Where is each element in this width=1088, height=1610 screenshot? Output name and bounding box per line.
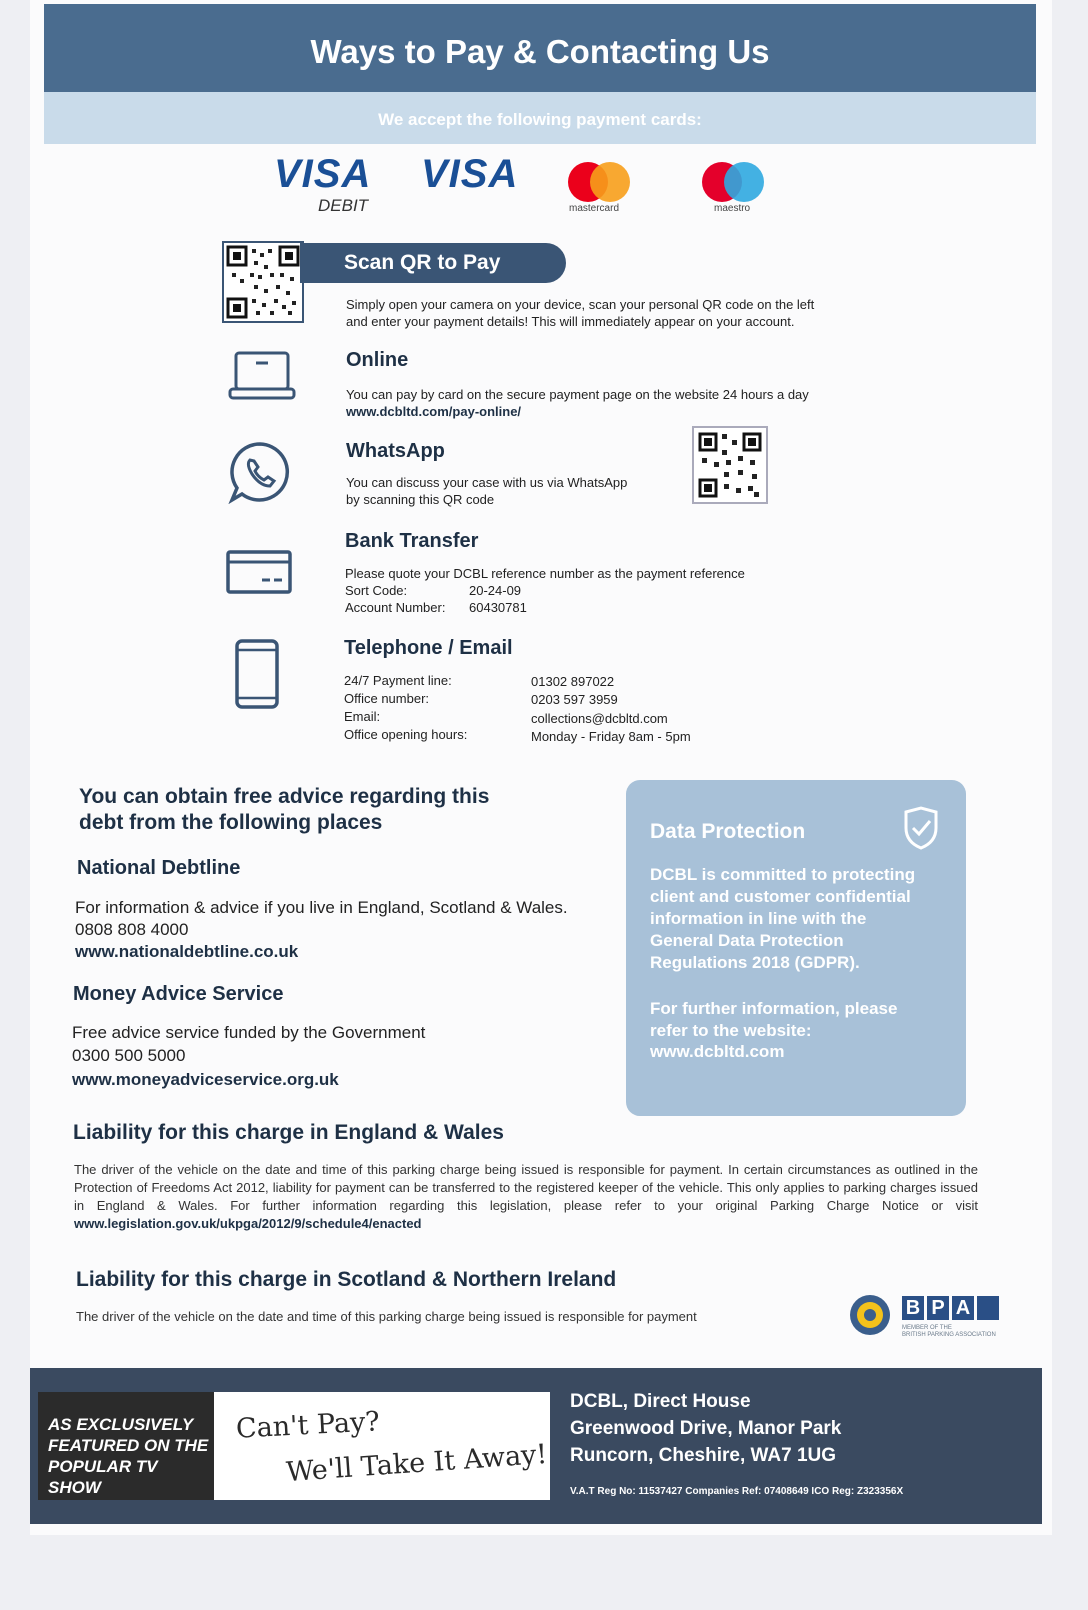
account-number-label: Account Number: xyxy=(345,600,446,615)
money-advice-phone[interactable]: 0300 500 5000 xyxy=(72,1046,186,1065)
national-debtline-desc: For information & advice if you live in England, Scotland & Wales. xyxy=(75,898,568,917)
national-debtline-title: National Debtline xyxy=(77,857,241,879)
approved-operator-seal-icon xyxy=(848,1293,892,1342)
tv-feature-badge xyxy=(38,1392,214,1500)
letter-page xyxy=(30,0,1052,1535)
bpa-caption xyxy=(902,1325,996,1339)
maestro-icon xyxy=(700,160,770,209)
whatsapp-icon xyxy=(228,440,292,509)
data-protection-box xyxy=(626,780,966,1116)
tv-line2: FEATURED ON THE xyxy=(48,1436,209,1455)
email-label: Email: xyxy=(344,709,381,724)
page-title: Ways to Pay & Contacting Us xyxy=(44,4,1036,92)
company-address xyxy=(570,1388,841,1469)
bpa-letter: P xyxy=(927,1296,949,1320)
whatsapp-line2: by scanning this QR code xyxy=(346,492,495,507)
online-link[interactable]: www.dcbltd.com/pay-online/ xyxy=(346,404,522,419)
tv-show-banner xyxy=(38,1392,550,1500)
bpa-stripes-icon xyxy=(977,1296,999,1320)
address-line2: Greenwood Drive, Manor Park xyxy=(570,1418,842,1439)
sort-code-value: 20-24-09 xyxy=(469,583,522,598)
sort-code-label: Sort Code: xyxy=(345,583,408,598)
legislation-link[interactable]: www.legislation.gov.uk/ukpga/2012/9/schedule4/enacted xyxy=(74,1216,422,1231)
phone-label: Office number: xyxy=(344,691,430,706)
telephone-title: Telephone / Email xyxy=(344,637,513,659)
payment-qr-code[interactable] xyxy=(222,241,304,323)
bpa-logo xyxy=(902,1296,999,1320)
phone-label: 24/7 Payment line: xyxy=(344,673,452,688)
qr-text-line1: Simply open your camera on your device, scan your personal QR code on the left xyxy=(346,297,815,312)
tv-line1: AS EXCLUSIVELY xyxy=(48,1415,194,1434)
scan-qr-title: Scan QR to Pay xyxy=(300,243,566,283)
address-line1: DCBL, Direct House xyxy=(570,1391,751,1412)
bank-card-icon xyxy=(226,548,292,601)
liability-england-title: Liability for this charge in England & Wales xyxy=(73,1121,504,1144)
money-advice-link[interactable]: www.moneyadviceservice.org.uk xyxy=(72,1070,339,1089)
bpa-letter: A xyxy=(952,1296,974,1320)
advice-heading xyxy=(79,784,489,836)
mastercard-label: mastercard xyxy=(569,203,620,214)
phone-icon xyxy=(234,638,280,715)
liability-england-body: The driver of the vehicle on the date and time of this parking charge being issued is responsible for payment. In certain circumstances as outlined in the Protection of Freedoms Act 2012, liability for payment can be transferred to the registered keeper of the vehicle. This only applies to parking charges issued in England & Wales. For further information regarding this legislation, please refer to your original Parking Charge Notice or visit xyxy=(74,1162,978,1213)
footer xyxy=(30,1368,1042,1524)
mastercard-icon xyxy=(566,160,636,209)
liability-scotland-title: Liability for this charge in Scotland & Northern Ireland xyxy=(76,1268,617,1291)
online-title: Online xyxy=(346,349,409,371)
bank-title: Bank Transfer xyxy=(345,530,479,552)
bpa-caption-line2: BRITISH PARKING ASSOCIATION xyxy=(902,1332,996,1338)
data-protection-further: For further information, please refer to the website: xyxy=(650,999,898,1040)
show-title-line1: Can't Pay? xyxy=(235,1406,381,1445)
address-line3: Runcorn, Cheshire, WA7 1UG xyxy=(570,1445,837,1466)
money-advice-title: Money Advice Service xyxy=(73,983,284,1005)
registration-numbers: V.A.T Reg No: 11537427 Companies Ref: 07408649 ICO Reg: Z323356X xyxy=(570,1486,904,1497)
account-number-value: 60430781 xyxy=(469,600,527,615)
advice-heading-line1: You can obtain free advice regarding this xyxy=(79,785,490,808)
visa-debit-logo: VISA xyxy=(274,152,372,196)
data-protection-link[interactable]: www.dcbltd.com xyxy=(650,1042,785,1061)
laptop-icon xyxy=(228,350,296,407)
phone-value[interactable]: 0203 597 3959 xyxy=(531,692,618,707)
data-protection-title: Data Protection xyxy=(650,820,806,843)
maestro-label: maestro xyxy=(714,203,751,214)
bpa-letter: B xyxy=(902,1296,924,1320)
whatsapp-line1: You can discuss your case with us via WhatsApp xyxy=(346,475,628,490)
cards-subtitle: We accept the following payment cards: xyxy=(44,92,1036,144)
national-debtline-link[interactable]: www.nationaldebtline.co.uk xyxy=(75,942,299,961)
national-debtline-phone[interactable]: 0808 808 4000 xyxy=(75,920,189,939)
visa-logo: VISA xyxy=(421,152,519,196)
data-protection-text: DCBL is committed to protecting client and customer confidential information in line with the General Data Protection Regulations 2018 (GDPR). xyxy=(650,865,916,972)
whatsapp-title: WhatsApp xyxy=(346,440,445,462)
bank-instruction: Please quote your DCBL reference number as the payment reference xyxy=(345,566,745,581)
hours-value: Monday - Friday 8am - 5pm xyxy=(531,729,691,744)
advice-heading-line2: debt from the following places xyxy=(79,811,383,834)
whatsapp-qr-code[interactable] xyxy=(692,426,768,504)
tv-line3: POPULAR TV SHOW xyxy=(48,1457,158,1497)
hours-label: Office opening hours: xyxy=(344,727,468,742)
bpa-caption-line1: MEMBER OF THE xyxy=(902,1325,952,1331)
show-title-line2: We'll Take It Away! xyxy=(285,1438,549,1489)
phone-value[interactable]: 01302 897022 xyxy=(531,674,615,689)
liability-england-text xyxy=(74,1161,978,1233)
shield-check-icon xyxy=(902,806,940,855)
money-advice-desc: Free advice service funded by the Government xyxy=(72,1023,426,1042)
online-text: You can pay by card on the secure payment page on the website 24 hours a day xyxy=(346,387,809,402)
visa-debit-sub: DEBIT xyxy=(318,196,369,215)
email-value[interactable]: collections@dcbltd.com xyxy=(531,711,668,726)
qr-text-line2: and enter your payment details! This will immediately appear on your account. xyxy=(346,314,795,329)
liability-scotland-text: The driver of the vehicle on the date and time of this parking charge being issued is responsible for payment xyxy=(76,1309,697,1324)
